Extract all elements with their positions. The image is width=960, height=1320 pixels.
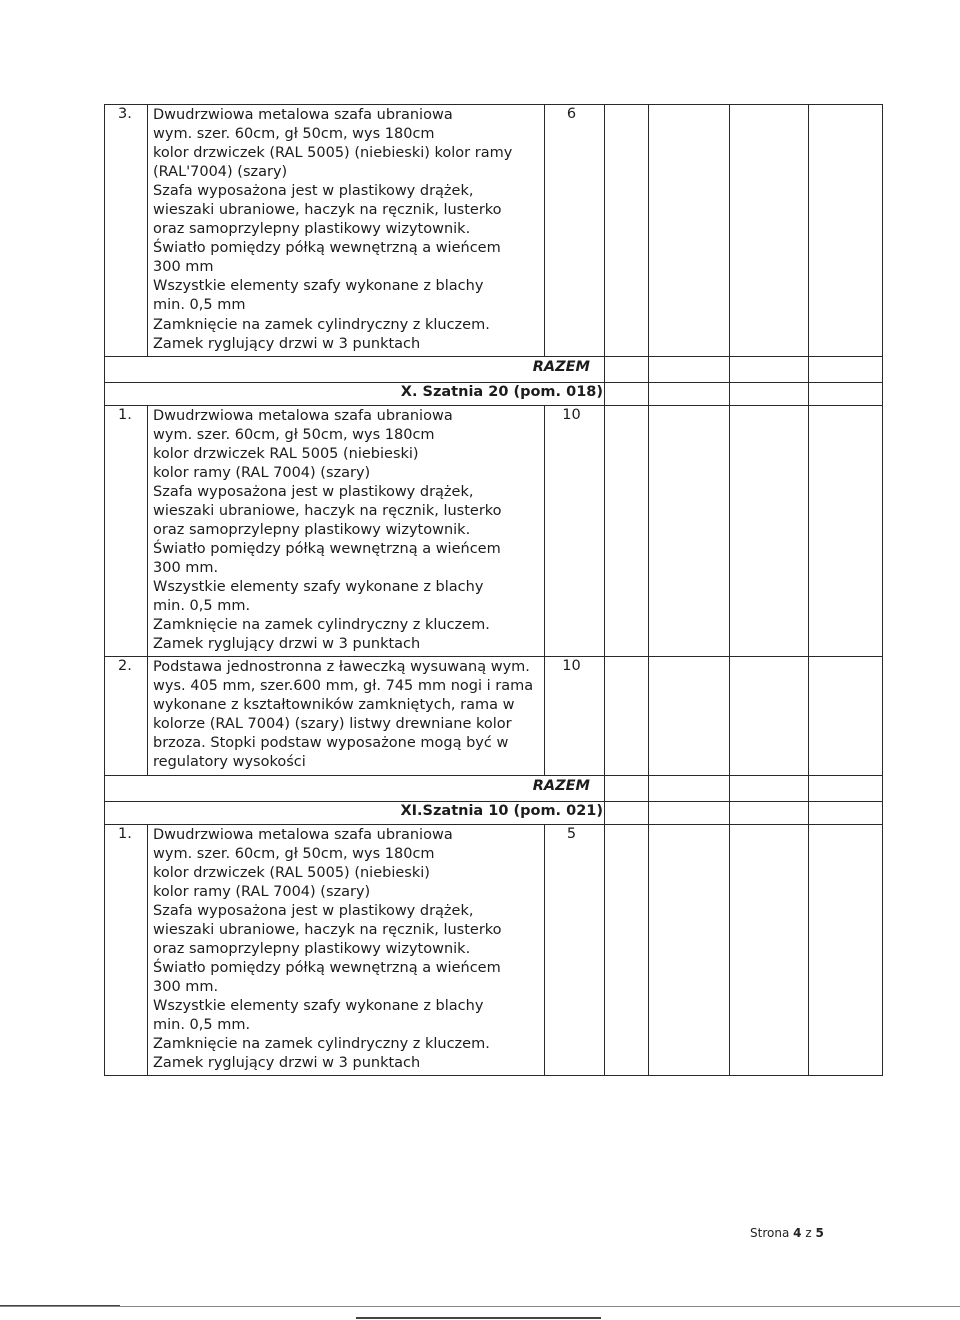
description-line: wym. szer. 60cm, gł 50cm, wys 180cm <box>153 845 435 862</box>
description-line: Zamek ryglujący drzwi w 3 punktach <box>153 335 421 352</box>
empty-cell <box>605 801 649 824</box>
empty-cell <box>809 801 883 824</box>
description-line: wym. szer. 60cm, gł 50cm, wys 180cm <box>153 126 435 143</box>
empty-cell <box>605 657 649 775</box>
item-number: 3. <box>105 105 148 357</box>
empty-cell <box>605 382 649 405</box>
item-number: 1. <box>105 824 148 1076</box>
description-line: kolor drzwiczek (RAL 5005) (niebieski) <box>153 864 430 881</box>
description-line: min. 0,5 mm. <box>153 598 251 615</box>
description-line: oraz samoprzylepny plastikowy wizytownik. <box>153 221 471 238</box>
item-quantity: 10 <box>545 405 605 657</box>
description-line: Światło pomiędzy półką wewnętrzną a wieńcem <box>153 540 501 557</box>
empty-cell <box>809 775 883 801</box>
description-line: kolor ramy (RAL 7004) (szary) <box>153 883 371 900</box>
summary-row <box>105 356 883 382</box>
page-footer <box>750 1226 824 1240</box>
description-line: Zamknięcie na zamek cylindryczny z kluczem. <box>153 617 490 634</box>
description-line: kolor drzwiczek (RAL 5005) (niebieski) kolor ramy <box>153 145 513 162</box>
description-line: Wszystkie elementy szafy wykonane z blachy <box>153 579 484 596</box>
description-line: 300 mm <box>153 259 214 276</box>
empty-cell <box>730 356 809 382</box>
description-line: Światło pomiędzy półką wewnętrzną a wieńcem <box>153 959 501 976</box>
footer-total-pages: 5 <box>815 1226 824 1240</box>
empty-cell <box>649 382 730 405</box>
item-description <box>148 105 545 357</box>
description-line: Wszystkie elementy szafy wykonane z blachy <box>153 997 484 1014</box>
description-line: 300 mm. <box>153 978 219 995</box>
description-line: Dwudrzwiowa metalowa szafa ubraniowa <box>153 407 453 424</box>
description-line: Podstawa jednostronna z ławeczką wysuwaną wym. <box>153 659 530 676</box>
empty-cell <box>809 824 883 1076</box>
item-description <box>148 824 545 1076</box>
description-line: Szafa wyposażona jest w plastikowy drążek, <box>153 902 474 919</box>
specification-table <box>104 104 883 1076</box>
footer-prefix: Strona <box>750 1226 790 1240</box>
empty-cell <box>605 105 649 357</box>
empty-cell <box>730 405 809 657</box>
description-line: kolor drzwiczek RAL 5005 (niebieski) <box>153 445 419 462</box>
description-line: wym. szer. 60cm, gł 50cm, wys 180cm <box>153 426 435 443</box>
item-quantity: 6 <box>545 105 605 357</box>
description-line: Dwudrzwiowa metalowa szafa ubraniowa <box>153 826 453 843</box>
empty-cell <box>809 105 883 357</box>
empty-cell <box>605 824 649 1076</box>
empty-cell <box>730 801 809 824</box>
description-line: min. 0,5 mm. <box>153 1016 251 1033</box>
description-line: wys. 405 mm, szer.600 mm, gł. 745 mm nogi i rama <box>153 678 534 695</box>
description-line: Dwudrzwiowa metalowa szafa ubraniowa <box>153 107 453 123</box>
item-description <box>148 657 545 775</box>
description-line: wieszaki ubraniowe, haczyk na ręcznik, lusterko <box>153 202 502 219</box>
description-line: wieszaki ubraniowe, haczyk na ręcznik, lusterko <box>153 921 502 938</box>
scan-mark <box>356 1317 601 1319</box>
table-body <box>105 105 883 1076</box>
empty-cell <box>605 356 649 382</box>
description-line: min. 0,5 mm <box>153 297 246 314</box>
description-line: brzoza. Stopki podstaw wyposażone mogą być w <box>153 735 509 752</box>
empty-cell <box>649 775 730 801</box>
empty-cell <box>649 105 730 357</box>
description-line: Zamknięcie na zamek cylindryczny z kluczem. <box>153 316 490 333</box>
empty-cell <box>809 356 883 382</box>
empty-cell <box>809 382 883 405</box>
section-header-row <box>105 382 883 405</box>
description-line: Szafa wyposażona jest w plastikowy drążek, <box>153 483 474 500</box>
empty-cell <box>605 405 649 657</box>
description-line: wykonane z kształtowników zamkniętych, rama w <box>153 697 515 714</box>
scan-edge-line <box>0 1306 960 1307</box>
description-line: Szafa wyposażona jest w plastikowy drążek, <box>153 183 474 200</box>
description-line: kolor ramy (RAL 7004) (szary) <box>153 464 371 481</box>
razem-label: RAZEM <box>105 775 605 801</box>
section-header-row <box>105 801 883 824</box>
description-line: Zamek ryglujący drzwi w 3 punktach <box>153 1055 421 1072</box>
summary-row <box>105 775 883 801</box>
empty-cell <box>649 824 730 1076</box>
description-line: Światło pomiędzy półką wewnętrzną a wieńcem <box>153 240 501 257</box>
scan-mark <box>0 1305 120 1306</box>
description-line: kolorze (RAL 7004) (szary) listwy drewniane kolor <box>153 716 512 733</box>
item-number: 2. <box>105 657 148 775</box>
empty-cell <box>649 405 730 657</box>
empty-cell <box>809 405 883 657</box>
item-quantity: 5 <box>545 824 605 1076</box>
description-line: 300 mm. <box>153 559 219 576</box>
description-line: wieszaki ubraniowe, haczyk na ręcznik, lusterko <box>153 502 502 519</box>
description-line: oraz samoprzylepny plastikowy wizytownik. <box>153 521 471 538</box>
razem-label: RAZEM <box>105 356 605 382</box>
description-line: Zamknięcie na zamek cylindryczny z kluczem. <box>153 1036 490 1053</box>
table-row <box>105 824 883 1076</box>
footer-separator: z <box>805 1226 812 1240</box>
table-row <box>105 657 883 775</box>
empty-cell <box>730 105 809 357</box>
item-number: 1. <box>105 405 148 657</box>
description-line: Zamek ryglujący drzwi w 3 punktach <box>153 636 421 653</box>
description-line: Wszystkie elementy szafy wykonane z blachy <box>153 278 484 295</box>
description-line: (RAL'7004) (szary) <box>153 164 288 181</box>
footer-current-page: 4 <box>793 1226 802 1240</box>
empty-cell <box>649 801 730 824</box>
empty-cell <box>730 775 809 801</box>
item-quantity: 10 <box>545 657 605 775</box>
empty-cell <box>605 775 649 801</box>
section-title: XI.Szatnia 10 (pom. 021) <box>105 801 605 824</box>
empty-cell <box>730 824 809 1076</box>
empty-cell <box>730 657 809 775</box>
empty-cell <box>730 382 809 405</box>
empty-cell <box>649 657 730 775</box>
description-line: regulatory wysokości <box>153 754 306 771</box>
section-title: X. Szatnia 20 (pom. 018) <box>105 382 605 405</box>
item-description <box>148 405 545 657</box>
table-row <box>105 105 883 357</box>
empty-cell <box>809 657 883 775</box>
table-row <box>105 405 883 657</box>
empty-cell <box>649 356 730 382</box>
description-line: oraz samoprzylepny plastikowy wizytownik. <box>153 940 471 957</box>
